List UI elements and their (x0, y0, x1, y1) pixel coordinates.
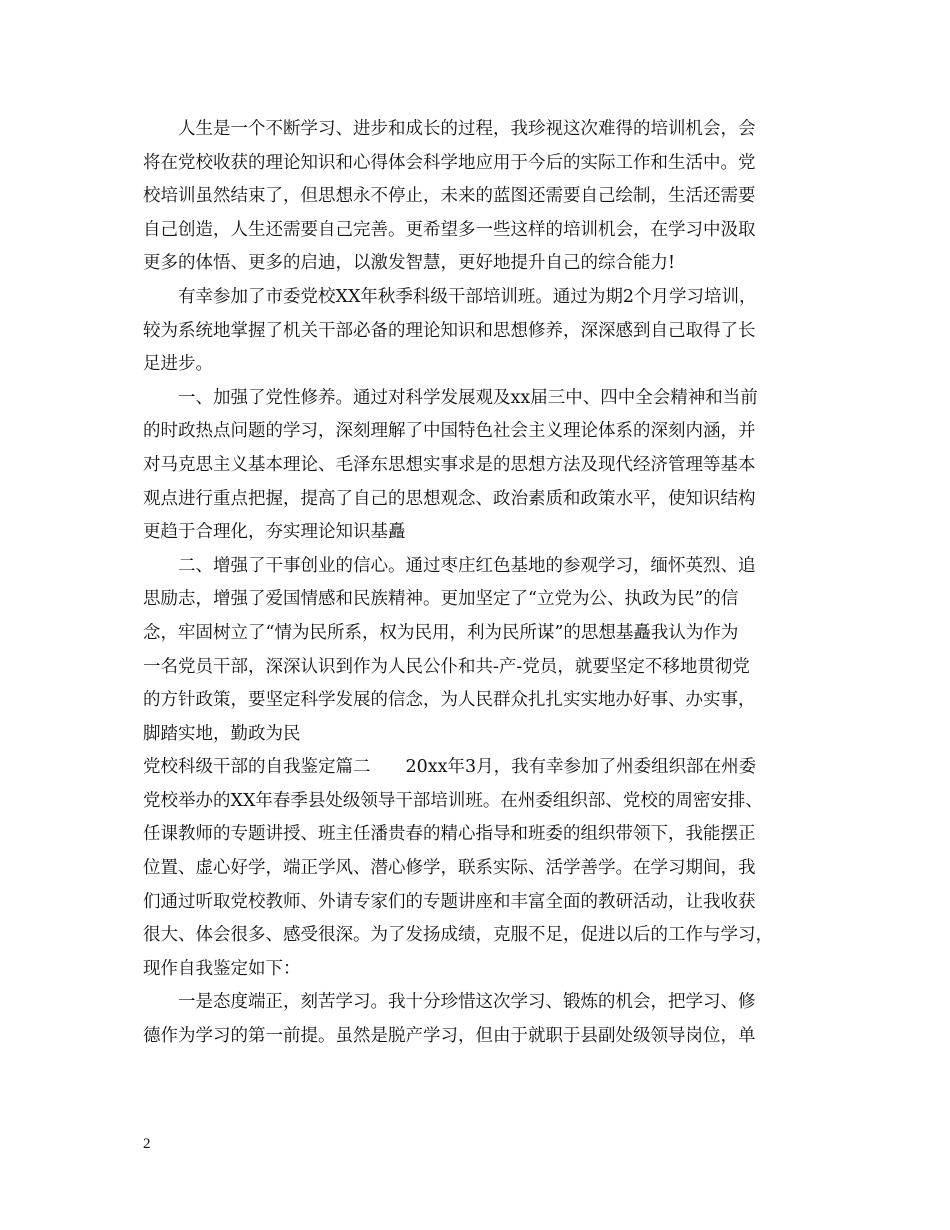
text-line: 位置、虚心好学，端正学风、潜心修学，联系实际、活学善学。在学习期间，我 (143, 858, 756, 879)
text-line: 德作为学习的第一前提。虽然是脱产学习，但由于就职于县副处级领导岗位，单 (143, 1026, 756, 1047)
text-line: 更趋于合理化，夯实理论知识基矗 (143, 522, 406, 543)
text-line: 校培训虽然结束了，但思想永不停止，未来的蓝图还需要自己绘制，生活还需要 (143, 186, 756, 207)
text-line: 的方针政策，要坚定科学发展的信念，为人民群众扎扎实实地办好事、办实事， (143, 690, 756, 711)
text-line: 脚踏实地，勤政为民 (143, 723, 301, 744)
text-line: 对马克思主义基本理论、毛泽东思想实事求是的思想方法及现代经济管理等基本 (143, 454, 756, 475)
page-number: 2 (143, 1136, 151, 1152)
text-line: 思励志，增强了爱国情感和民族精神。更加坚定了“立党为公、执政为民”的信 (143, 589, 739, 610)
text-line: 人生是一个不断学习、进步和成长的过程，我珍视这次难得的培训机会，会 (143, 119, 756, 139)
text-line: 一是态度端正，刻苦学习。我十分珍惜这次学习、锻炼的机会，把学习、修 (143, 992, 756, 1013)
text-line: 们通过听取党校教师、外请专家们的专题讲座和丰富全面的教研活动，让我收获 (143, 891, 756, 912)
text-line: 党校举办的XX年春季县处级领导干部培训班。在州委组织部、党校的周密安排、 (143, 790, 763, 811)
text-line: 念，牢固树立了“情为民所系，权为民用，利为民所谋”的思想基矗我认为作为 (143, 622, 739, 643)
text-line: 观点进行重点把握，提高了自己的思想观念、政治素质和政策水平，使知识结构 (143, 488, 756, 509)
text-line: 足进步。 (143, 354, 213, 375)
text-line: 一、加强了党性修养。通过对科学发展观及xx届三中、四中全会精神和当前 (143, 387, 758, 408)
text-line: 现作自我鉴定如下： (143, 958, 301, 979)
body-text (143, 113, 815, 1054)
text-line: 更多的体悟、更多的启迪，以激发智慧，更好地提升自己的综合能力! (143, 253, 676, 274)
text-line: 的时政热点问题的学习，深刻理解了中国特色社会主义理论体系的深刻内涵，并 (143, 421, 756, 442)
text-line: 党校科级干部的自我鉴定篇二 20xx年3月，我有幸参加了州委组织部在州委 (143, 757, 757, 778)
text-line: 一名党员干部，深深认识到作为人民公仆和共-产-党员，就要坚定不移地贯彻党 (143, 656, 750, 677)
text-line: 自己创造，人生还需要自己完善。更希望多一些这样的培训机会，在学习中汲取 (143, 219, 756, 240)
text-line: 将在党校收获的理论知识和心得体会科学地应用于今后的实际工作和生活中。党 (143, 152, 756, 173)
text-line: 很大、体会很多、感受很深。为了发扬成绩，克服不足，促进以后的工作与学习， (143, 925, 773, 946)
text-line: 二、增强了干事创业的信心。通过枣庄红色基地的参观学习，缅怀英烈、追 (143, 555, 756, 576)
text-line: 任课教师的专题讲授、班主任潘贵春的精心指导和班委的组织带领下，我能摆正 (143, 824, 756, 845)
text-line: 较为系统地掌握了机关干部必备的理论知识和思想修养，深深感到自己取得了长 (143, 320, 756, 341)
text-line: 有幸参加了市委党校XX年秋季科级干部培训班。通过为期2个月学习培训， (143, 286, 757, 307)
